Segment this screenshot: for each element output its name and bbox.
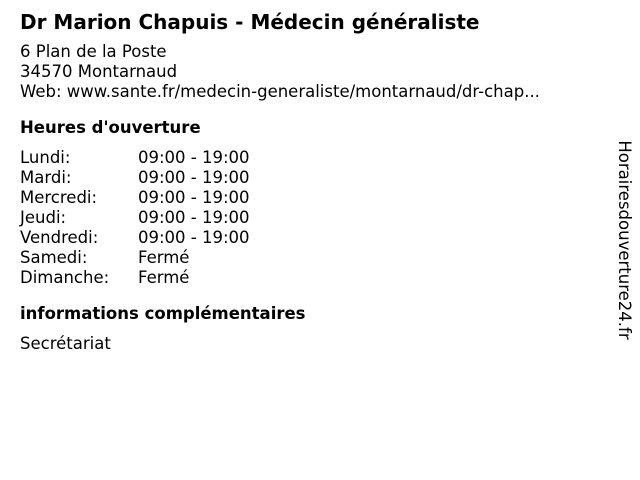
time-value: Fermé [138,248,190,267]
address-block [20,42,600,102]
day-label: Vendredi: [20,228,99,247]
hours-row-thursday [20,208,600,228]
hours-row-saturday [20,248,600,268]
additional-info-text: Secrétariat [20,334,111,353]
hours-row-sunday [20,268,600,288]
hours-row-friday [20,228,600,248]
time-value: 09:00 - 19:00 [138,168,250,187]
hours-row-wednesday [20,188,600,208]
time-value: 09:00 - 19:00 [138,188,250,207]
opening-hours-table [20,148,600,288]
day-label: Dimanche: [20,268,110,287]
day-label: Jeudi: [20,208,67,227]
hours-row-monday [20,148,600,168]
day-label: Mercredi: [20,188,98,207]
time-value: 09:00 - 19:00 [138,228,250,247]
page-title: Dr Marion Chapuis - Médecin généraliste [20,10,480,34]
day-label: Samedi: [20,248,88,267]
additional-info-heading: informations complémentaires [20,304,306,323]
time-value: 09:00 - 19:00 [138,208,250,227]
time-value: Fermé [138,268,190,287]
business-card [20,8,600,354]
hours-row-tuesday [20,168,600,188]
day-label: Mardi: [20,168,72,187]
address-city: 34570 Montarnaud [20,62,178,81]
website-link[interactable]: Web: www.sante.fr/medecin-generaliste/montarnaud/dr-chap... [20,82,540,101]
opening-hours-heading: Heures d'ouverture [20,118,201,137]
address-street: 6 Plan de la Poste [20,42,167,61]
site-watermark: Horairesdouverture24.fr [615,140,634,340]
time-value: 09:00 - 19:00 [138,148,250,167]
day-label: Lundi: [20,148,71,167]
